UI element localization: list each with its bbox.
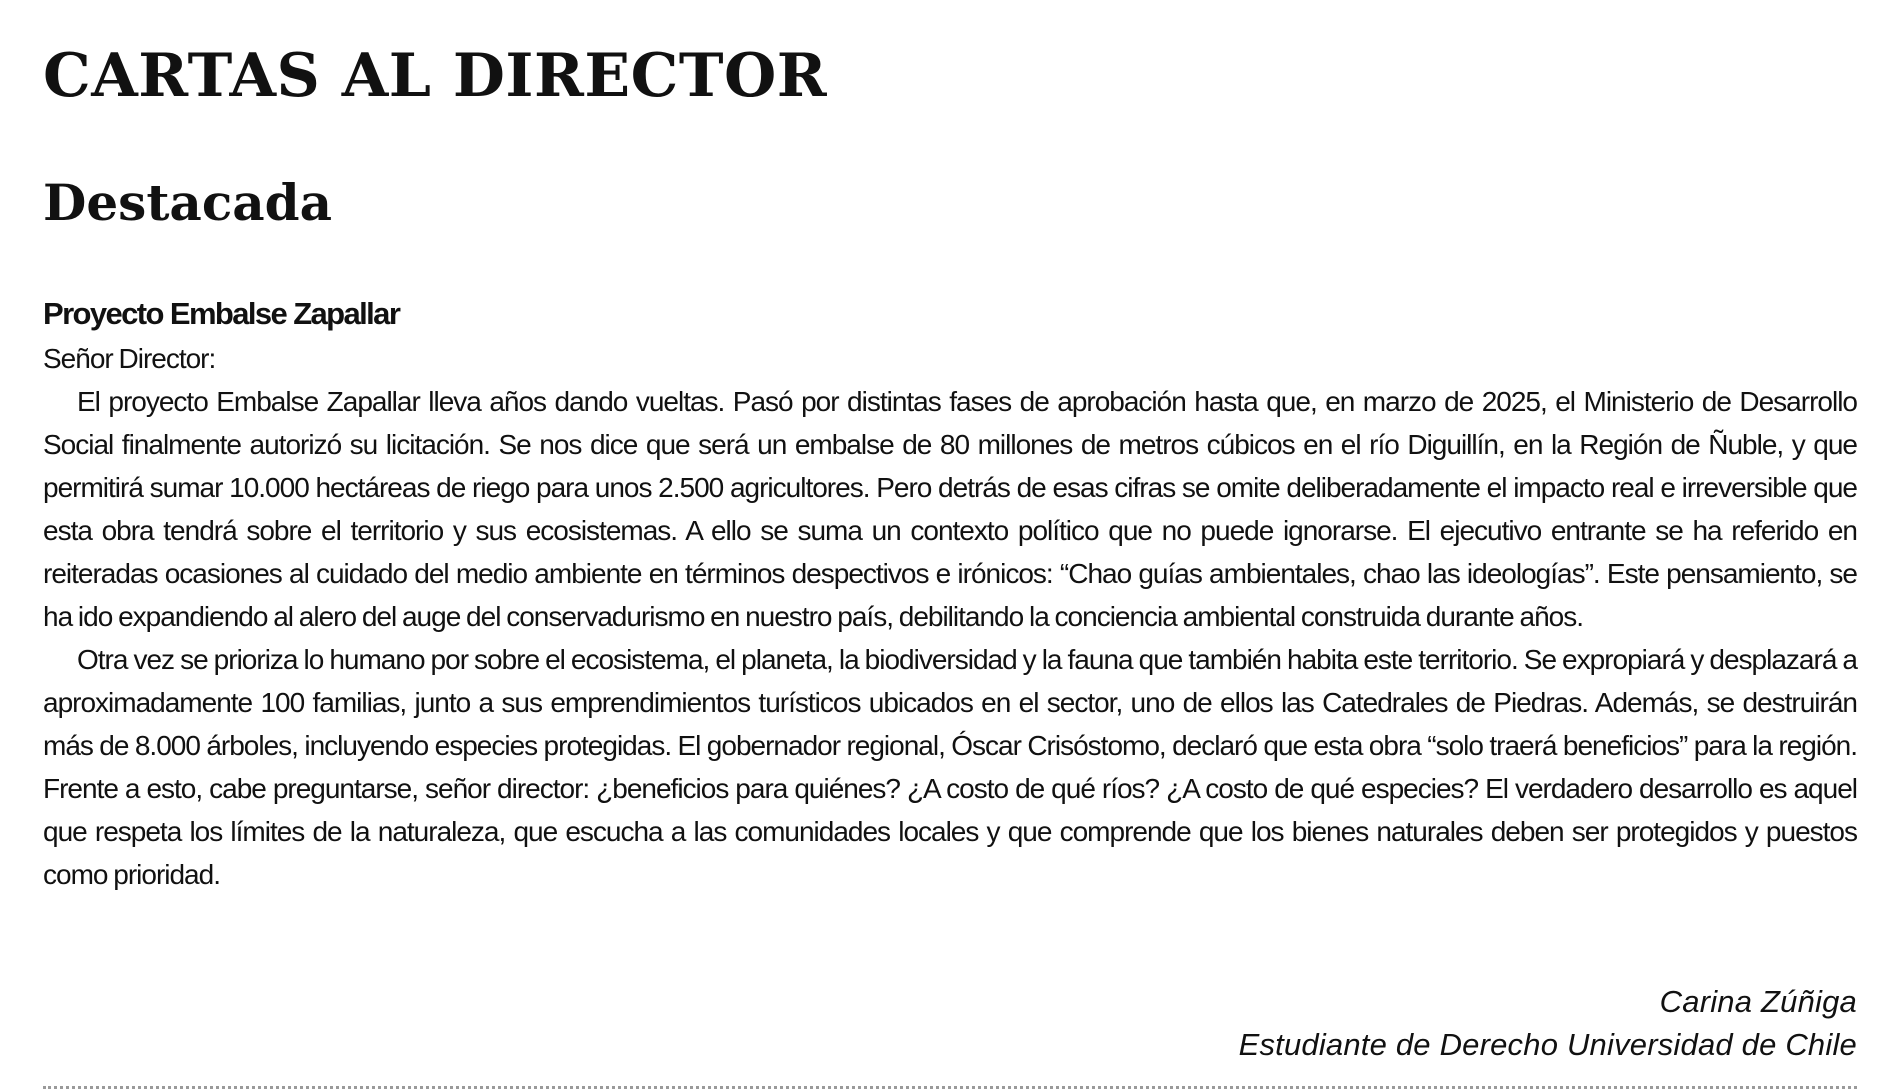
section-title: CARTAS AL DIRECTOR bbox=[43, 41, 828, 111]
letter-salutation: Señor Director: bbox=[43, 343, 216, 374]
letter-title: Proyecto Embalse Zapallar bbox=[43, 296, 400, 331]
letter-signature bbox=[1239, 980, 1857, 1066]
section-subtitle: Destacada bbox=[43, 173, 333, 232]
letter-paragraph: Otra vez se prioriza lo humano por sobre el ecosistema, el planeta, la biodiversidad y la fauna que también habita este territorio. Se expropiará y desplazará a aproximadamente 100 familias, junto a sus emprendimientos turísticos ubicados en el sector, uno de ellos las Catedrales de Piedras. Además, se destruirán más de 8.000 árboles, incluyendo especies protegidas. El gobernador regional, Óscar Crisóstomo, declaró que esta obra “solo traerá beneficios” para la región. Frente a esto, cabe preguntarse, señor director: ¿beneficios para quiénes? ¿A costo de qué ríos? ¿A costo de qué especies? El verdadero desarrollo es aquel que respeta los límites de la naturaleza, que escucha a las comunidades locales y que comprende que los bienes naturales deben ser protegidos y puestos como prioridad. bbox=[43, 644, 1857, 890]
bottom-divider bbox=[43, 1086, 1857, 1089]
author-affiliation: Estudiante de Derecho Universidad de Chile bbox=[1238, 1027, 1857, 1062]
letter-paragraph: El proyecto Embalse Zapallar lleva años dando vueltas. Pasó por distintas fases de aprobación hasta que, en marzo de 2025, el Ministerio de Desarrollo Social finalmente autorizó su licitación. Se nos dice que será un embalse de 80 millones de metros cúbicos en el río Diguillín, en la Región de Ñuble, y que permitirá sumar 10.000 hectáreas de riego para unos 2.500 agricultores. Pero detrás de esas cifras se omite deliberadamente el impacto real e irreversible que esta obra tendrá sobre el territorio y sus ecosistemas. A ello se suma un contexto político que no puede ignorarse. El ejecutivo entrante se ha referido en reiteradas ocasiones al cuidado del medio ambiente en términos despectivos e irónicos: “Chao guías ambientales, chao las ideologías”. Este pensamiento, se ha ido expandiendo al alero del auge del conservadurismo en nuestro país, debilitando la conciencia ambiental construida durante años. bbox=[43, 386, 1857, 632]
letter-body bbox=[43, 337, 1857, 896]
letters-page bbox=[43, 0, 1857, 1092]
author-name: Carina Zúñiga bbox=[1659, 984, 1857, 1019]
